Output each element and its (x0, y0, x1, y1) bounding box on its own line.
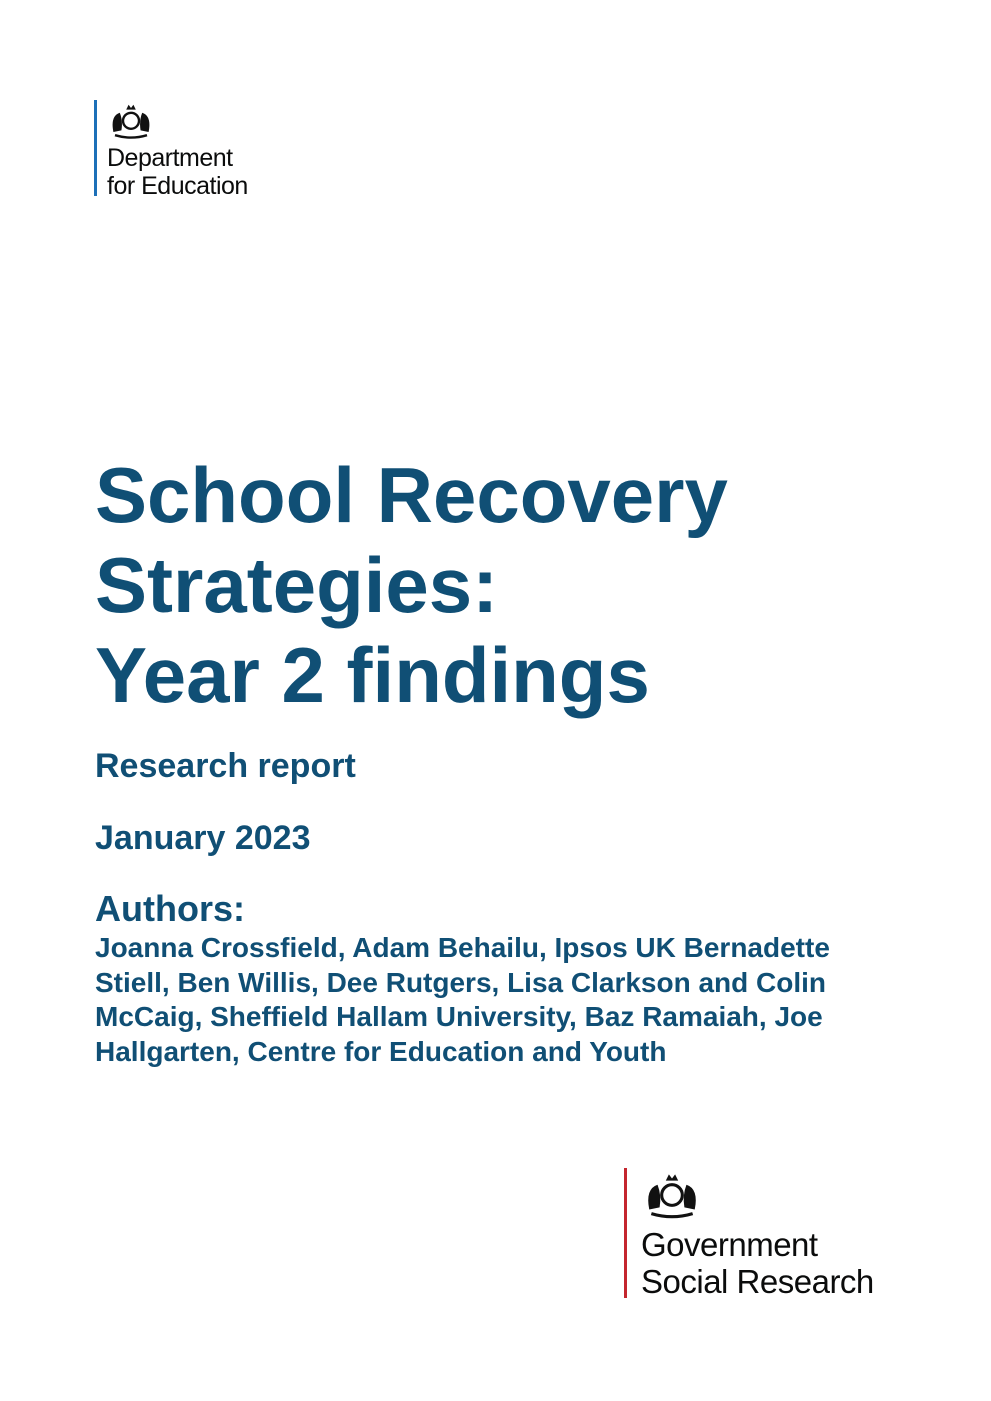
gsr-logo (624, 1168, 874, 1298)
publication-date: January 2023 (95, 819, 311, 857)
dfe-logo (94, 100, 248, 200)
dfe-logo-line1: Department (107, 144, 233, 172)
title-line2: Strategies: (95, 541, 499, 629)
royal-coat-of-arms-icon (641, 1168, 703, 1220)
page-title (95, 450, 728, 720)
royal-coat-of-arms-icon (107, 100, 155, 140)
dfe-logo-line2: for Education (107, 172, 248, 200)
authors-heading: Authors: (95, 888, 245, 929)
title-line1: School Recovery (95, 451, 728, 539)
gsr-logo-line1: Government (641, 1226, 818, 1263)
authors-list: Joanna Crossfield, Adam Behailu, Ipsos UK Bernadette Stiell, Ben Willis, Dee Rutgers, Lisa Clarkson and Colin McCaig, Sheffield Hallam University, Baz Ramaiah, Joe Hallgarten, Centre for Education and Youth (95, 932, 830, 1067)
gsr-logo-line2: Social Research (641, 1263, 874, 1300)
report-type: Research report (95, 747, 356, 785)
title-line3: Year 2 findings (95, 631, 650, 719)
